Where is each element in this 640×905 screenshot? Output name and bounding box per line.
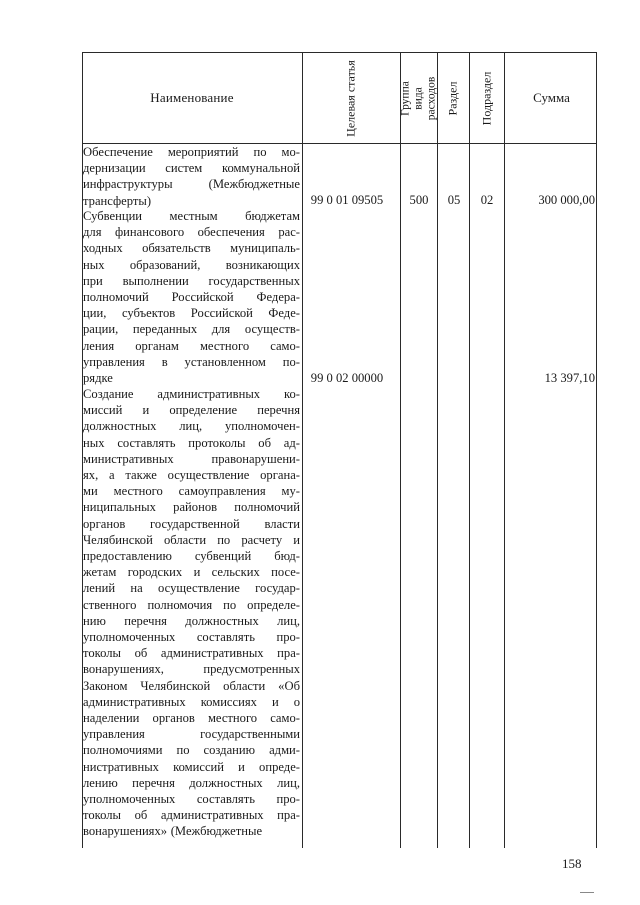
budget-table: [82, 52, 597, 848]
text-line: Субвенции местным бюджетам: [83, 209, 300, 223]
table-border-right: [596, 52, 597, 848]
text-line: Законом Челябинской области «Об: [83, 678, 300, 693]
text-line: жетам городских и сельских посе-: [83, 565, 300, 580]
text-line: ниципальных районов полномочий: [83, 500, 300, 515]
text-line: рации, переданных для осуществ-: [83, 322, 300, 337]
text-line: полномочий Российской Федера-: [83, 290, 300, 305]
text-line: токолы об административных пра-: [83, 808, 300, 823]
text-line: лений на осуществление государ-: [83, 581, 300, 596]
text-line: Обеспечение мероприятий по мо-: [83, 145, 300, 159]
column-divider: [400, 52, 401, 848]
scan-artifact: [580, 892, 594, 893]
header-group-label: Группа вида расходов: [399, 76, 437, 120]
text-line: Создание административных ко-: [83, 387, 300, 401]
row-3-name: [83, 386, 300, 840]
row-2-target: 99 0 02 00000: [310, 371, 384, 385]
column-divider: [469, 52, 470, 848]
row-1-subsection: 02: [480, 193, 494, 207]
text-line: уполномоченных составлять про-: [83, 630, 300, 645]
text-line: ях, а также осуществление органа-: [83, 468, 300, 483]
text-line: трансферты): [83, 193, 152, 208]
header-subsection: [469, 52, 504, 144]
text-line: ных образований, возникающих: [83, 257, 300, 272]
text-line: ственного полномочия по определе-: [83, 597, 300, 612]
row-2-sum: 13 397,10: [544, 371, 595, 385]
column-divider: [504, 52, 505, 848]
text-line: административных комиссиях и о: [83, 694, 300, 709]
text-line: рядке: [83, 371, 113, 386]
text-line: полномочиями по созданию адми-: [83, 743, 300, 758]
text-line: лению перечня должностных лиц,: [83, 775, 300, 790]
header-name: Наименование: [150, 90, 234, 105]
text-line: ходных обязательств муниципаль-: [83, 241, 300, 256]
row-1-name: [83, 144, 300, 209]
text-line: предоставлению субвенций бюд-: [83, 549, 300, 564]
text-line: управления государственными: [83, 727, 300, 742]
text-line: управления в установленном по-: [83, 354, 300, 369]
text-line: наделении органов местного само-: [83, 711, 300, 726]
text-line: токолы об административных пра-: [83, 646, 300, 661]
text-line: ми местного самоуправления му-: [83, 484, 300, 499]
header-group: [400, 52, 437, 144]
text-line: органов государственной власти: [83, 516, 300, 531]
row-2-name: [83, 208, 300, 386]
text-line: Челябинской области по расчету и: [83, 532, 300, 547]
text-line: уполномоченных составлять про-: [83, 792, 300, 807]
text-line: для финансового обеспечения рас-: [83, 225, 300, 240]
column-divider: [437, 52, 438, 848]
header-section: [437, 52, 469, 144]
header-subsection-label: Подраздел: [479, 71, 494, 125]
row-1-section: 05: [447, 193, 461, 207]
text-line: дернизации систем коммунальной: [83, 161, 300, 176]
text-line: нистративных комиссий и опреде-: [83, 759, 300, 774]
text-line: должностных лиц, уполномочен-: [83, 419, 300, 434]
header-section-label: Раздел: [445, 81, 460, 115]
header-target: [302, 52, 400, 144]
text-line: ных составлять протоколы об ад-: [83, 435, 300, 450]
text-line: при выполнении государственных: [83, 273, 300, 288]
text-line: инфраструктуры (Межбюджетные: [83, 177, 300, 192]
text-line: министративных правонарушени-: [83, 451, 300, 466]
row-1-group: 500: [409, 193, 429, 207]
text-line: нию перечня должностных лиц,: [83, 613, 300, 628]
text-line: миссий и определение перечня: [83, 403, 300, 418]
text-line: вонарушениях, предусмотренных: [83, 662, 300, 677]
page-number: 158: [562, 856, 582, 871]
row-1-target: 99 0 01 09505: [310, 193, 384, 207]
text-line: ления органам местного само-: [83, 338, 300, 353]
text-line: ции, субъектов Российской Феде-: [83, 306, 300, 321]
header-target-label: Целевая статья: [343, 59, 358, 137]
header-sum: Сумма: [533, 90, 570, 105]
row-1-sum: 300 000,00: [538, 193, 595, 207]
column-divider: [302, 52, 303, 848]
text-line: вонарушениях» (Межбюджетные: [83, 824, 263, 839]
